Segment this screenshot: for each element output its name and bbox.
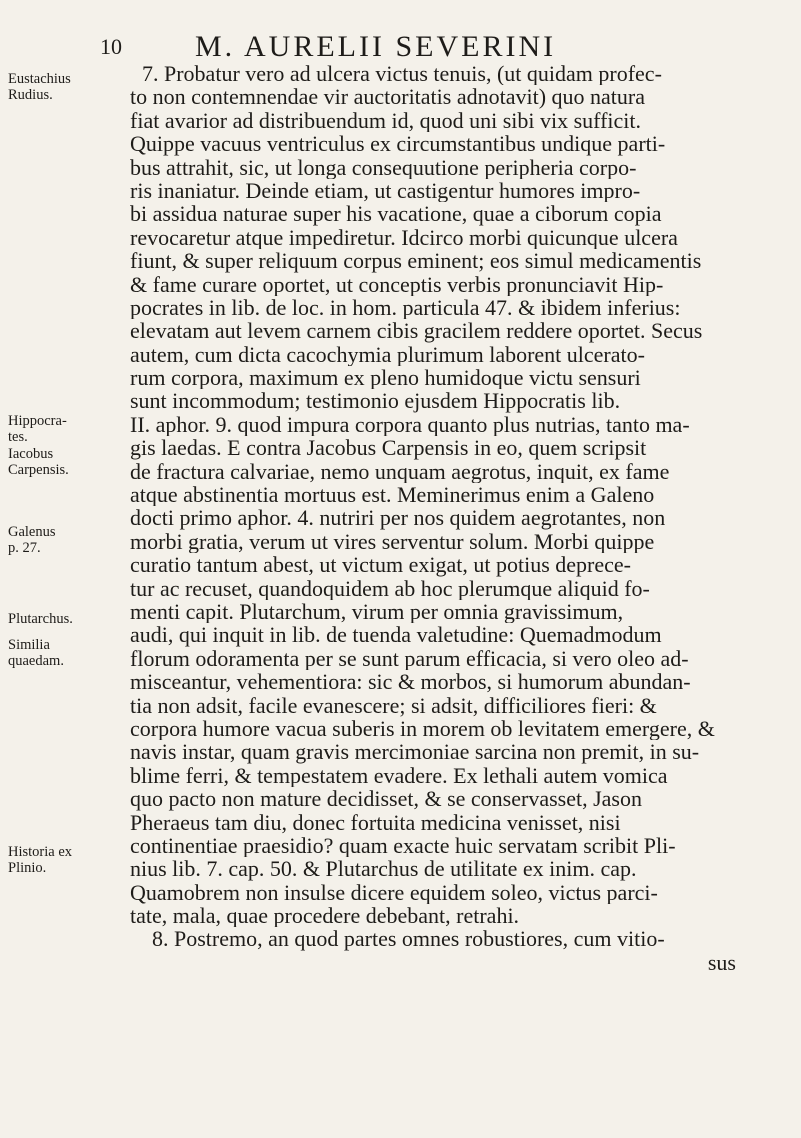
text-line: bus attrahit, sic, ut longa consequutione peripheria corpo- xyxy=(130,155,637,179)
text-line: gis laedas. E contra Jacobus Carpensis in eo, quem scripsit xyxy=(130,436,647,460)
marginal-note-historia: Historia ex Plinio. xyxy=(8,844,73,876)
text-line: tia non adsit, facile evanescere; si adsit, difficiliores fieri: & xyxy=(130,693,657,717)
text-line: atque abstinentia mortuus est. Meminerimus enim a Galeno xyxy=(130,483,655,507)
text-line: menti capit. Plutarchum, virum per omnia gravissimum, xyxy=(130,599,624,624)
text-line: nius lib. 7. cap. 50. & Plutarchus de utilitate ex inim. cap. xyxy=(130,857,637,881)
text-line: Quamobrem non insulse dicere equidem soleo, victus parci- xyxy=(130,880,658,905)
text-line: corpora humore vacua suberis in morem ob levitatem emergere, & xyxy=(130,716,715,741)
marginal-note-similia: Similia quaedam. xyxy=(8,637,64,669)
text-line: elevatam aut levem carnem cibis gracilem reddere oportet. Secus xyxy=(130,319,703,343)
text-line: tate, mala, quae procedere debebant, retrahi. xyxy=(130,904,520,928)
text-line: fiunt, & super reliquum corpus eminent; eos simul medicamentis xyxy=(130,249,702,273)
text-line: Quippe vacuus ventriculus ex circumstantibus undique parti- xyxy=(130,132,666,156)
body-text xyxy=(130,62,770,974)
text-line: florum odoramenta per se sunt parum efficacia, si vero oleo ad- xyxy=(130,646,689,671)
text-line: docti primo aphor. 4. nutriri per nos quidem aegrotantes, non xyxy=(130,506,666,530)
text-line: sunt incommodum; testimonio ejusdem Hippocratis lib. xyxy=(130,389,621,413)
page-number: 10 xyxy=(100,34,122,59)
text-line: rum corpora, maximum ex pleno humidoque victu sensuri xyxy=(130,366,641,390)
text-line: morbi gratia, verum ut vires serventur solum. Morbi quippe xyxy=(130,529,655,554)
text-line: blime ferri, & tempestatem evadere. Ex lethali autem vomica xyxy=(130,763,668,788)
catchword: sus xyxy=(707,950,736,975)
marginal-note-galenus: Galenus p. 27. xyxy=(8,524,56,556)
text-line: continentiae praesidio? quam exacte huic servatam scribit Pli- xyxy=(130,833,676,858)
text-line: & fame curare oportet, ut conceptis verbis pronunciavit Hip- xyxy=(130,272,664,296)
text-line: 8. Postremo, an quod partes omnes robustiores, cum vitio- xyxy=(152,927,665,951)
text-line: 7. Probatur vero ad ulcera victus tenuis, (ut quidam profec- xyxy=(142,62,662,86)
text-line: revocaretur atque impediretur. Idcirco morbi quicunque ulcera xyxy=(130,225,678,250)
text-line: pocrates in lib. de loc. in hom. particula 47. & ibidem inferius: xyxy=(130,295,681,320)
marginal-note-hippocrates: Hippocra- tes. xyxy=(8,413,67,445)
marginal-note-plutarchus: Plutarchus. xyxy=(8,611,73,627)
text-line: misceantur, vehementiora: sic & morbos, si humorum abundan- xyxy=(130,670,691,694)
text-line: navis instar, quam gravis mercimoniae sarcina non premit, in su- xyxy=(130,740,700,764)
text-line: autem, cum dicta cacochymia plurimum laborent ulcerato- xyxy=(130,342,645,367)
text-line: II. aphor. 9. quod impura corpora quanto plus nutrias, tanto ma- xyxy=(130,412,690,437)
text-line: ris inaniatur. Deinde etiam, ut castigentur humores impro- xyxy=(130,178,641,203)
text-line: fiat avarior ad distribuendum id, quod uni sibi vix sufficit. xyxy=(130,108,642,133)
text-line: Pheraeus tam diu, donec fortuita medicina venisset, nisi xyxy=(130,810,621,834)
text-line: audi, qui inquit in lib. de tuenda valetudine: Quemadmodum xyxy=(130,623,662,647)
text-line: curatio tantum abest, ut victum exigat, ut potius deprece- xyxy=(130,553,631,577)
text-line: de fractura calvariae, nemo unquam aegrotus, inquit, ex fame xyxy=(130,459,670,484)
marginal-note-eustachius: Eustachius Rudius. xyxy=(8,71,71,103)
marginal-note-carpensis: Iacobus Carpensis. xyxy=(8,446,69,478)
text-line: bi assidua naturae super his vacatione, quae a ciborum copia xyxy=(130,202,662,226)
text-line: quo pacto non mature decidisset, & se conservasset, Jason xyxy=(130,787,642,811)
running-head: M. AURELII SEVERINI xyxy=(195,30,557,63)
text-line: to non contemnendae vir auctoritatis adnotavit) quo natura xyxy=(130,85,646,109)
text-line: tur ac recuset, quandoquidem ab hoc plerumque aliquid fo- xyxy=(130,576,650,600)
